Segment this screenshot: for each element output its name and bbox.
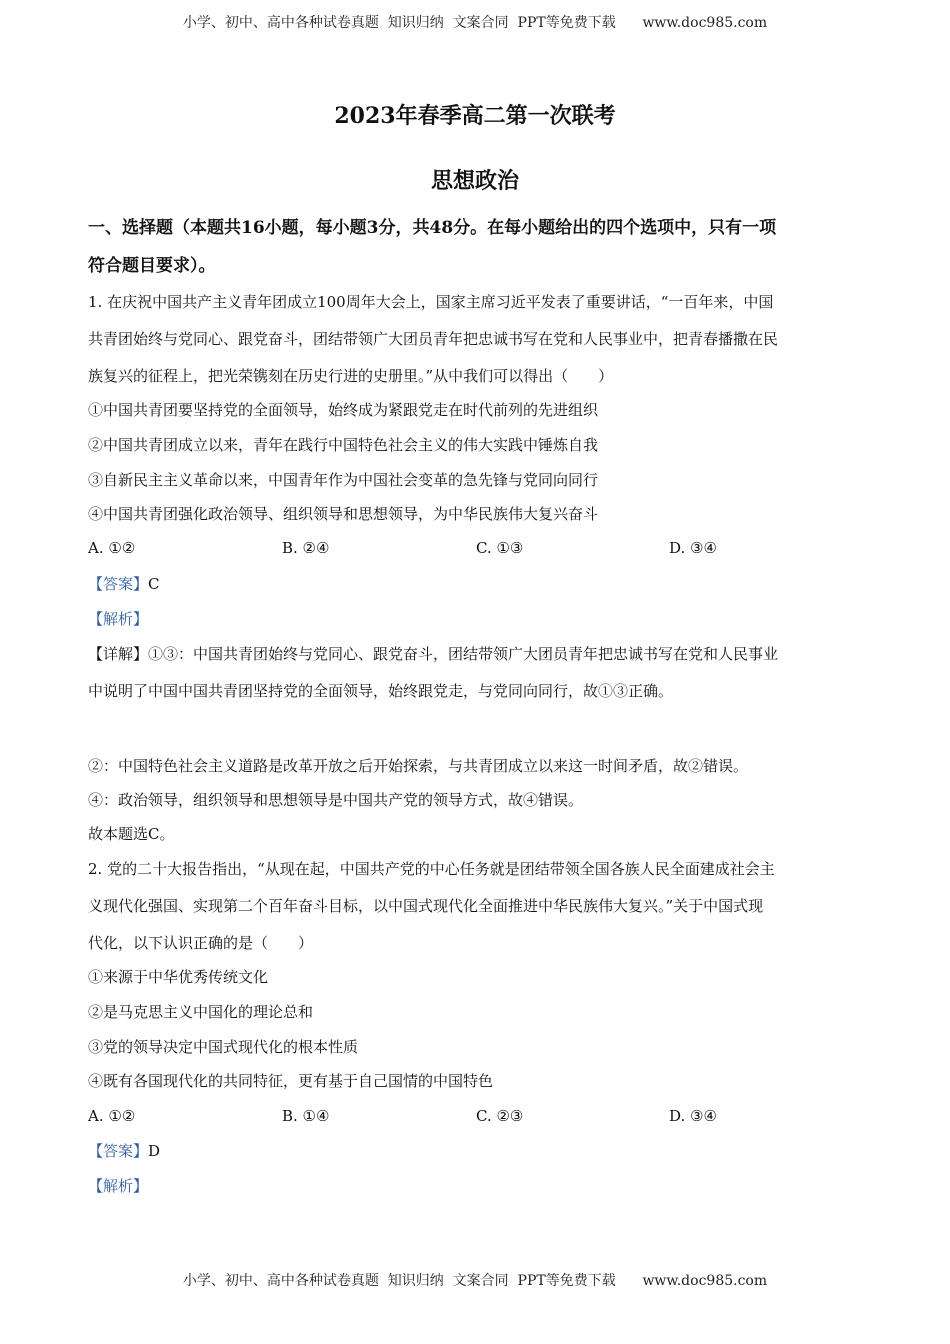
q2-stem-line2: 义现代化强国、实现第二个百年奋斗目标，以中国式现代化全面推进中华民族伟大复兴。”关于中国式现	[88, 897, 764, 915]
q1-answer	[88, 574, 160, 594]
q2-option-c: C. ②③	[476, 1107, 524, 1125]
q2-stem-line1: 2. 党的二十大报告指出，“从现在起，中国共产党的中心任务就是团结带领全国各族人民全面建成社会主	[88, 860, 775, 878]
q2-answer-tag: 【答案】	[88, 1142, 149, 1160]
q1-item-2: ②中国共青团成立以来，青年在践行中国特色社会主义的伟大实践中锤炼自我	[88, 436, 599, 454]
q1-stem-line1: 1. 在庆祝中国共产主义青年团成立100周年大会上，国家主席习近平发表了重要讲话，“一百年来，中国	[88, 293, 774, 311]
q2-stem-line3: 代化，以下认识正确的是（ ）	[88, 934, 314, 952]
q2-answer	[88, 1141, 160, 1161]
q1-analysis-tag: 【解析】	[88, 610, 149, 628]
q2-option-b: B. ①④	[282, 1107, 330, 1125]
q2-analysis-tag: 【解析】	[88, 1177, 149, 1195]
q2-item-3: ③党的领导决定中国式现代化的根本性质	[88, 1038, 359, 1056]
page-footer: 小学、初中、高中各种试卷真题 知识归纳 文案合同 PPT等免费下载 www.doc985.com	[182, 1273, 768, 1289]
q1-detail-line4: ④：政治领导，组织领导和思想领导是中国共产党的领导方式，故④错误。	[88, 791, 584, 809]
q2-option-a: A. ①②	[88, 1107, 136, 1125]
exam-title: 2023年春季高二第一次联考	[334, 103, 616, 129]
q2-analysis	[88, 1176, 148, 1196]
q1-option-d: D. ③④	[669, 539, 717, 557]
q1-item-4: ④中国共青团强化政治领导、组织领导和思想领导，为中华民族伟大复兴奋斗	[88, 505, 599, 523]
q1-stem-line3: 族复兴的征程上，把光荣镌刻在历史行进的史册里。”从中我们可以得出（ ）	[88, 367, 614, 385]
q1-analysis	[88, 609, 148, 629]
q2-answer-value: D	[148, 1142, 161, 1160]
q1-conclusion: 故本题选C。	[88, 825, 175, 843]
page-header: 小学、初中、高中各种试卷真题 知识归纳 文案合同 PPT等免费下载 www.doc985.com	[182, 15, 768, 31]
subject-title: 思想政治	[430, 168, 519, 194]
q1-answer-tag: 【答案】	[88, 575, 149, 593]
q1-option-b: B. ②④	[282, 539, 330, 557]
q1-detail-tag: 【详解】	[88, 645, 149, 663]
q1-detail-line2: 中说明了中国中国共青团坚持党的全面领导，始终跟党走，与党同向同行，故①③正确。	[88, 682, 674, 700]
q1-stem-line2: 共青团始终与党同心、跟党奋斗，团结带领广大团员青年把忠诚书写在党和人民事业中，把青春播撒在民	[88, 330, 779, 348]
q1-option-a: A. ①②	[88, 539, 136, 557]
q1-item-1: ①中国共青团要坚持党的全面领导，始终成为紧跟党走在时代前列的先进组织	[88, 401, 599, 419]
q1-answer-value: C	[148, 575, 160, 593]
q2-item-1: ①来源于中华优秀传统文化	[88, 968, 269, 986]
q1-detail-text1: ①③：中国共青团始终与党同心、跟党奋斗，团结带领广大团员青年把忠诚书写在党和人民事业	[148, 645, 779, 663]
q1-detail-line1	[88, 644, 778, 664]
q2-item-4: ④既有各国现代化的共同特征，更有基于自己国情的中国特色	[88, 1072, 494, 1090]
q1-detail-line3: ②：中国特色社会主义道路是改革开放之后开始探索，与共青团成立以来这一时间矛盾，故②错误。	[88, 757, 749, 775]
q2-item-2: ②是马克思主义中国化的理论总和	[88, 1003, 314, 1021]
q1-option-c: C. ①③	[476, 539, 524, 557]
q1-item-3: ③自新民主主义革命以来，中国青年作为中国社会变革的急先锋与党同向同行	[88, 471, 599, 489]
section-heading-line2: 符合题目要求）。	[88, 256, 216, 276]
section-heading-line1: 一、选择题（本题共16小题，每小题3分，共48分。在每小题给出的四个选项中，只有一项	[88, 218, 777, 238]
q2-option-d: D. ③④	[669, 1107, 717, 1125]
